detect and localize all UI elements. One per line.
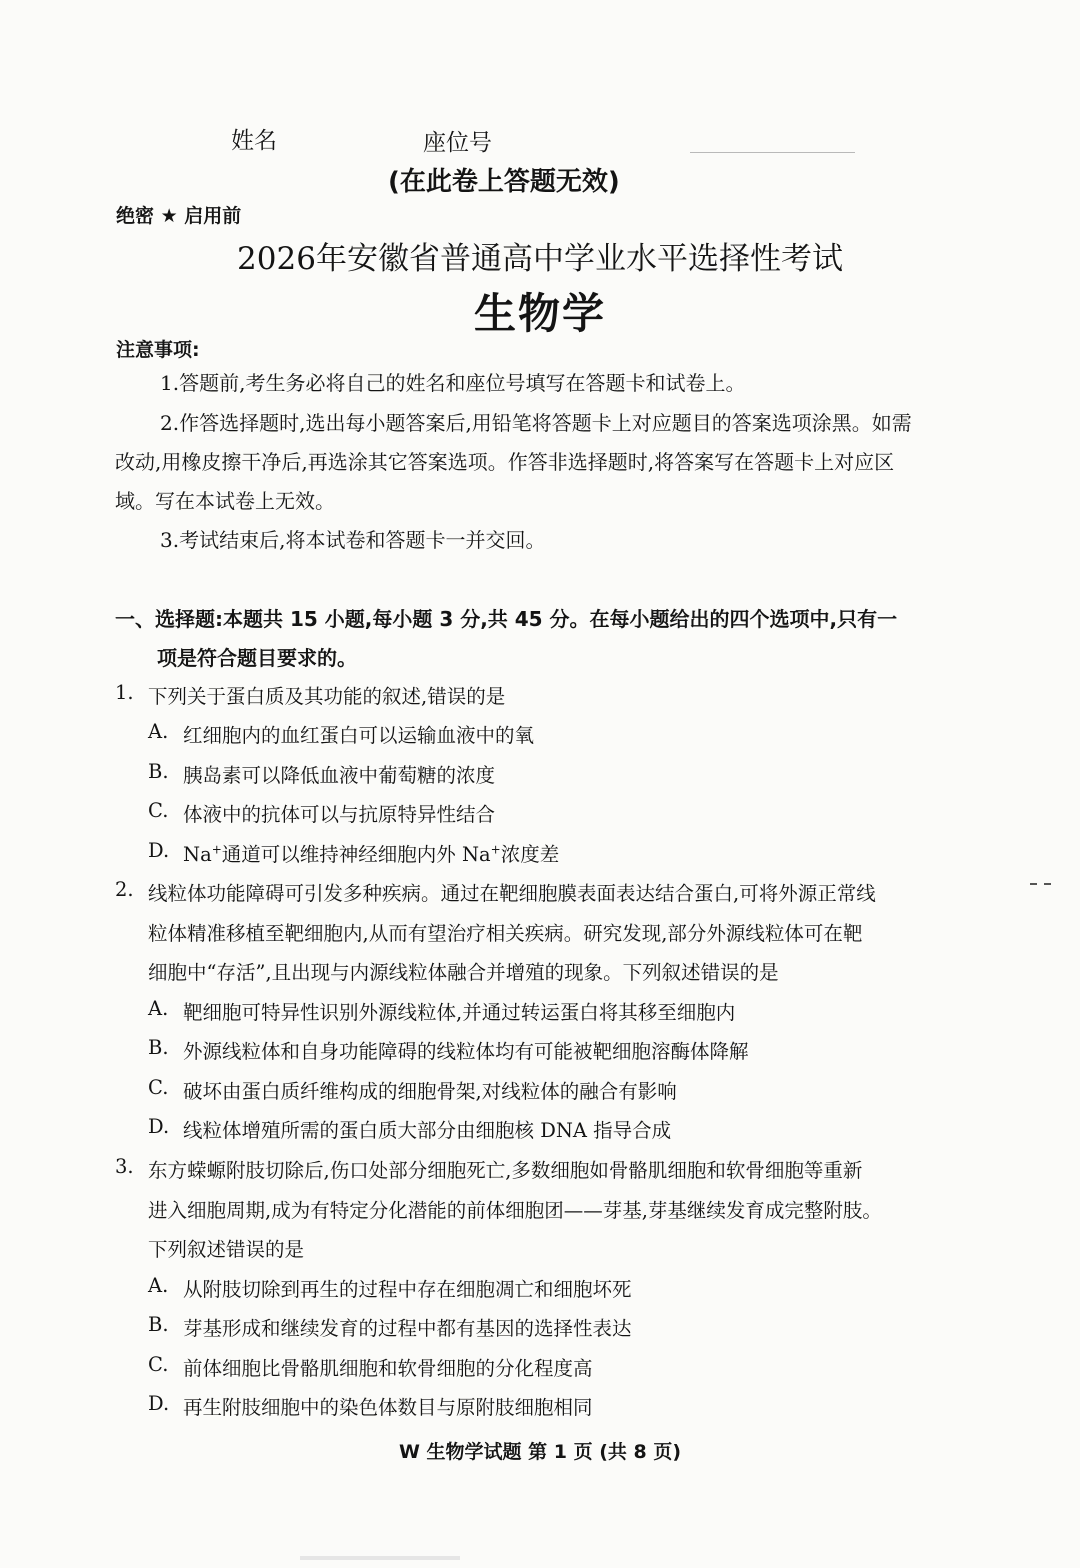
option-text: 外源线粒体和自身功能障碍的线粒体均有可能被靶细胞溶酶体降解 (183, 1040, 749, 1063)
question-3-stem-line: 下列叙述错误的是 (148, 1238, 305, 1261)
seat-label: 座位号 (423, 130, 492, 156)
section-heading-line-2: 项是符合题目要求的。 (157, 646, 357, 670)
notice-item-2-line-3: 域。写在本试卷上无效。 (115, 489, 335, 513)
option-text (183, 839, 559, 867)
question-3-stem-line: 东方蝾螈附肢切除后,伤口处部分细胞死亡,多数细胞如骨骼肌细胞和软骨细胞等重新 (148, 1159, 863, 1182)
option-label: B. (148, 1313, 169, 1336)
question-2-stem-line: 细胞中“存活”,且出现与内源线粒体融合并增殖的现象。下列叙述错误的是 (148, 961, 779, 984)
option-label: D. (148, 1115, 170, 1138)
scan-smudge (300, 1556, 460, 1560)
question-1-stem: 下列关于蛋白质及其功能的叙述,错误的是 (148, 685, 506, 708)
option-label: D. (148, 839, 170, 862)
option-text: 靶细胞可特异性识别外源线粒体,并通过转运蛋白将其移至细胞内 (183, 1001, 736, 1024)
option-label: B. (148, 760, 169, 783)
notice-item-3: 3.考试结束后,将本试卷和答题卡一并交回。 (160, 528, 546, 552)
notice-heading: 注意事项: (116, 339, 200, 361)
invalid-note: (在此卷上答题无效) (388, 167, 620, 197)
option-label: A. (148, 720, 169, 743)
option-text: 体液中的抗体可以与抗原特异性结合 (183, 803, 496, 826)
option-label: B. (148, 1036, 169, 1059)
superscript: + (211, 842, 222, 857)
exam-title: 2026年安徽省普通高中学业水平选择性考试 (237, 241, 843, 277)
option-text-part: Na (183, 843, 212, 866)
option-text: 线粒体增殖所需的蛋白质大部分由细胞核 DNA 指导合成 (183, 1119, 672, 1142)
option-text: 芽基形成和继续发育的过程中都有基因的选择性表达 (183, 1317, 632, 1340)
option-text: 红细胞内的血红蛋白可以运输血液中的氧 (183, 724, 535, 747)
page-footer: W 生物学试题 第 1 页 (共 8 页) (398, 1441, 682, 1463)
section-heading-line-1: 一、选择题:本题共 15 小题,每小题 3 分,共 45 分。在每小题给出的四个选项中,只有一 (115, 607, 898, 631)
option-label: C. (148, 1076, 169, 1099)
scan-mark (1044, 883, 1051, 885)
question-2-stem-line: 线粒体功能障碍可引发多种疾病。通过在靶细胞膜表面表达结合蛋白,可将外源正常线 (148, 882, 876, 905)
question-number: 1. (115, 681, 134, 704)
option-text-part: 通道可以维持神经细胞内外 Na (221, 843, 491, 866)
question-number: 2. (115, 878, 134, 901)
option-label: A. (148, 997, 169, 1020)
option-text-part: 浓度差 (500, 843, 560, 866)
option-text: 前体细胞比骨骼肌细胞和软骨细胞的分化程度高 (183, 1357, 593, 1380)
option-label: D. (148, 1392, 170, 1415)
option-label: C. (148, 1353, 169, 1376)
notice-item-2-line-2: 改动,用橡皮擦干净后,再选涂其它答案选项。作答非选择题时,将答案写在答题卡上对应区 (115, 450, 895, 474)
notice-item-2-line-1: 2.作答选择题时,选出每小题答案后,用铅笔将答题卡上对应题目的答案选项涂黑。如需 (160, 411, 912, 435)
seat-underline (690, 152, 855, 153)
question-number: 3. (115, 1155, 134, 1178)
option-text: 从附肢切除到再生的过程中存在细胞凋亡和细胞坏死 (183, 1278, 632, 1301)
secret-label: 绝密 ★ 启用前 (116, 205, 242, 227)
option-label: C. (148, 799, 169, 822)
option-text: 破坏由蛋白质纤维构成的细胞骨架,对线粒体的融合有影响 (183, 1080, 677, 1103)
question-2-stem-line: 粒体精准移植至靶细胞内,从而有望治疗相关疾病。研究发现,部分外源线粒体可在靶 (148, 922, 863, 945)
superscript: + (490, 842, 501, 857)
option-label: A. (148, 1274, 169, 1297)
notice-item-1: 1.答题前,考生务必将自己的姓名和座位号填写在答题卡和试卷上。 (160, 371, 746, 395)
scan-mark (1030, 883, 1037, 885)
option-text: 再生附肢细胞中的染色体数目与原附肢细胞相同 (183, 1396, 593, 1419)
option-text: 胰岛素可以降低血液中葡萄糖的浓度 (183, 764, 496, 787)
name-label: 姓名 (231, 128, 277, 154)
subject-title: 生物学 (473, 289, 606, 338)
question-3-stem-line: 进入细胞周期,成为有特定分化潜能的前体细胞团——芽基,芽基继续发育成完整附肢。 (148, 1199, 882, 1222)
